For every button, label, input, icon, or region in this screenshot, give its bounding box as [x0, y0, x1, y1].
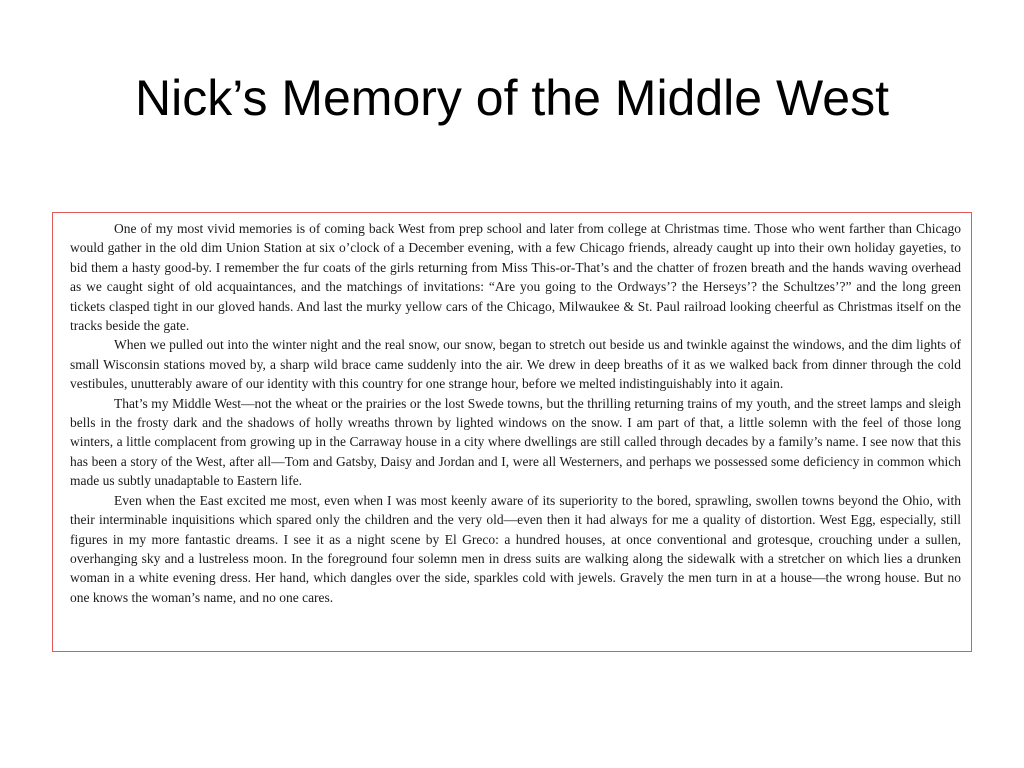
- excerpt-paragraph-4: Even when the East excited me most, even when I was most keenly aware of its superiority to the bored, sprawling, swollen towns beyond the Ohio, with their interminable inquisitions which spared only the children and the very old—even then it had always for me a quality of distortion. West Egg, especially, still figures in my more fantastic dreams. I see it as a night scene by El Greco: a hundred houses, at once conventional and grotesque, crouching under a sullen, overhanging sky and a lustreless moon. In the foreground four solemn men in dress suits are walking along the sidewalk with a stretcher on which lies a drunken woman in a white evening dress. Her hand, which dangles over the side, sparkles cold with jewels. Gravely the men turn in at a house—the wrong house. But no one knows the woman’s name, and no one cares.: [70, 492, 961, 605]
- slide-title: Nick’s Memory of the Middle West: [135, 70, 889, 126]
- excerpt-paragraph-1: One of my most vivid memories is of coming back West from prep school and later from college at Christmas time. Those who went farther than Chicago would gather in the old dim Union Station at six o’clock of a December evening, with a few Chicago friends, already caught up into their own holiday gayeties, to bid them a hasty good-by. I remember the fur coats of the girls returning from Miss This-or-That’s and the chatter of frozen breath and the hands waving overhead as we caught sight of old acquaintances, and the matchings of invitations: “Are you going to the Ordways’? the Herseys’? the Schultzes’?” and the long green tickets clasped tight in our gloved hands. And last the murky yellow cars of the Chicago, Milwaukee & St. Paul railroad looking cheerful as Christmas itself on the tracks beside the gate.: [70, 221, 961, 334]
- excerpt-text-box: [52, 212, 972, 652]
- excerpt-paragraph-2: When we pulled out into the winter night and the real snow, our snow, began to stretch out beside us and twinkle against the windows, and the dim lights of small Wisconsin stations moved by, a sharp wild brace came suddenly into the air. We drew in deep breaths of it as we walked back from dinner through the cold vestibules, unutterably aware of our identity with this country for one strange hour, before we melted indistinguishably into it again.: [70, 337, 961, 392]
- excerpt-paragraph-3: That’s my Middle West—not the wheat or the prairies or the lost Swede towns, but the thrilling returning trains of my youth, and the street lamps and sleigh bells in the frosty dark and the shadows of holly wreaths thrown by lighted windows on the snow. I am part of that, a little solemn with the feel of those long winters, a little complacent from growing up in the Carraway house in a city where dwellings are still called through decades by a family’s name. I see now that this has been a story of the West, after all—Tom and Gatsby, Daisy and Jordan and I, were all Westerners, and perhaps we possessed some deficiency in common which made us subtly unadaptable to Eastern life.: [70, 395, 961, 489]
